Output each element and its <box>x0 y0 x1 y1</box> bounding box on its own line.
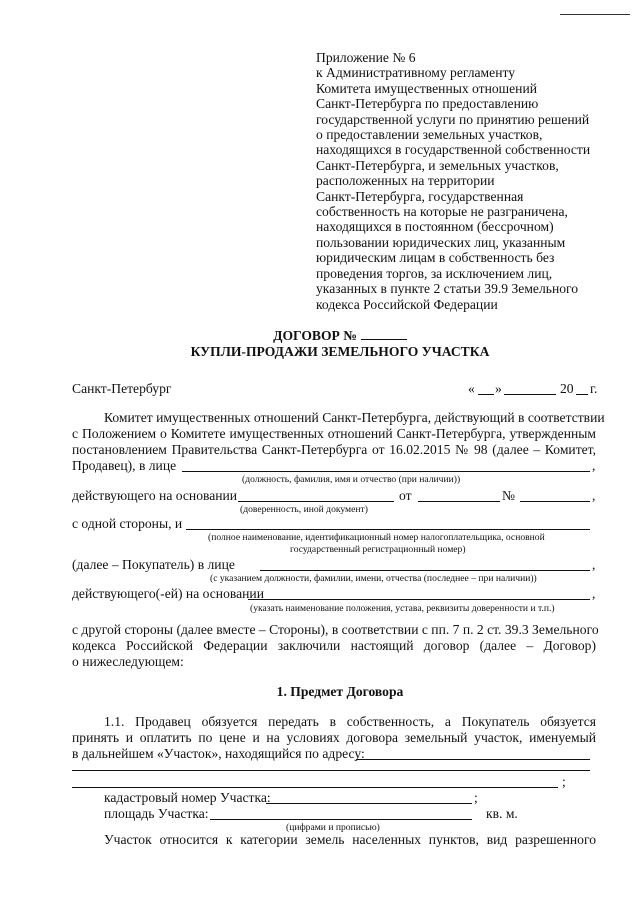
preamble-line: Продавец), в лице <box>72 458 177 473</box>
preamble-line: Комитет имущественных отношений Санкт-Петербурга, действующий в соответствии <box>104 410 605 425</box>
document-subtitle: КУПЛИ-ПРОДАЖИ ЗЕМЕЛЬНОГО УЧАСТКА <box>190 344 490 359</box>
appendix-line: Санкт-Петербурга по предоставлению <box>316 96 539 112</box>
year-prefix: 20 <box>560 381 574 396</box>
from-label: от <box>399 488 412 503</box>
comma: , <box>592 557 596 572</box>
basis-label: действующего на основании <box>72 488 238 503</box>
appendix-line: Санкт-Петербурга, и земельных участков, <box>316 157 559 173</box>
preamble-line: с Положением о Комитете имущественных отношений Санкт-Петербурга, утвержденным <box>72 426 596 441</box>
appendix-line: о предоставлении земельных участков, <box>316 127 543 143</box>
preamble-line: постановлением Правительства Санкт-Петербурга от 16.02.2015 № 98 (далее – Комитет, <box>72 442 596 457</box>
appendix-line: расположенных на территории <box>316 173 495 189</box>
buyer-person-field[interactable] <box>260 570 590 571</box>
appendix-line: Комитета имущественных отношений <box>316 80 538 96</box>
year-blank <box>576 394 588 395</box>
month-blank <box>504 394 556 395</box>
appendix-line: собственность на которые не разграничена, <box>316 204 568 220</box>
area-label: площадь Участка: <box>104 806 209 821</box>
section1-line: 1.1. Продавец обязуется передать в собственность, а Покупатель обязуется <box>104 714 596 729</box>
caption-buyer-person: (с указанием должности, фамилии, имени, отчества (последнее – при наличии)) <box>210 573 537 584</box>
caption-person: (должность, фамилия, имя и отчество (при наличии)) <box>242 474 461 485</box>
semicolon: ; <box>562 774 566 789</box>
appendix-line: кодекса Российской Федерации <box>316 296 498 312</box>
semicolon: ; <box>474 790 478 805</box>
quote-close: » <box>495 381 502 396</box>
appendix-line: государственной услуги по принятию решений <box>316 111 590 127</box>
corner-line <box>560 14 630 15</box>
day-blank <box>478 394 494 395</box>
comma: , <box>592 586 596 601</box>
appendix-line: указанных в пункте 2 статьи 39.9 Земельного <box>316 281 579 297</box>
contract-number-blank <box>361 329 407 340</box>
title-line-1: ДОГОВОР № <box>273 328 357 343</box>
appendix-line: Приложение № 6 <box>316 50 416 65</box>
city: Санкт-Петербург <box>72 381 172 396</box>
number-label: № <box>502 488 515 503</box>
area-unit: кв. м. <box>486 806 518 821</box>
appendix-line: пользовании юридических лиц, указанным <box>316 234 566 250</box>
quote-open: « <box>468 381 475 396</box>
appendix-line: юридическим лицам в собственность без <box>316 250 555 266</box>
appendix-line: находящихся в государственной собственности <box>316 142 591 158</box>
section1-line: принять и оплатить по цене и на условиях договора земельный участок, именуемый <box>72 730 596 745</box>
buyer-basis-label: действующего(-ей) на основании <box>72 586 264 601</box>
caption-buyer: государственный регистрационный номер) <box>290 544 466 555</box>
buyer-name-field[interactable] <box>186 529 590 530</box>
appendix-block <box>316 50 606 312</box>
seller-person-field[interactable] <box>182 471 590 472</box>
basis-field[interactable] <box>238 501 394 502</box>
basis-date-field[interactable] <box>418 501 500 502</box>
document-title <box>0 328 640 344</box>
one-side-label: с одной стороны, и <box>72 516 183 531</box>
preamble-line: с другой стороны (далее вместе – Стороны), в соответствии с пп. 7 п. 2 ст. 39.3 Земельного <box>72 622 599 637</box>
caption-area: (цифрами и прописью) <box>286 822 380 833</box>
section-heading: 1. Предмет Договора <box>276 684 404 699</box>
basis-number-field[interactable] <box>520 501 590 502</box>
caption-buyer-basis: (указать наименование положения, устава, реквизиты доверенности и т.п.) <box>250 603 555 614</box>
year-suffix: г. <box>590 381 598 396</box>
buyer-label: (далее – Покупатель) в лице <box>72 557 235 572</box>
caption-buyer: (полное наименование, идентификационный номер налогоплательщика, основной <box>208 532 545 543</box>
section1-line: Участок относится к категории земель населенных пунктов, вид разрешенного <box>104 832 596 847</box>
preamble-line: кодекса Российской Федерации заключили настоящий договор (далее – Договор) <box>72 638 596 653</box>
appendix-line: находящихся в постоянном (бессрочном) <box>316 219 554 235</box>
appendix-line: к Административному регламенту <box>316 65 516 81</box>
address-field-2[interactable] <box>72 770 590 771</box>
address-field[interactable] <box>356 759 590 760</box>
appendix-line: проведения торгов, за исключением лиц, <box>316 265 553 281</box>
address-field-3[interactable] <box>72 787 558 788</box>
cadastral-label: кадастровый номер Участка: <box>104 790 271 805</box>
preamble-line: о нижеследующем: <box>72 654 184 669</box>
cadastral-field[interactable] <box>266 803 472 804</box>
comma: , <box>592 488 596 503</box>
buyer-basis-field[interactable] <box>248 599 590 600</box>
caption-basis: (доверенность, иной документ) <box>240 504 368 515</box>
section1-line: в дальнейшем «Участок», находящийся по адресу: <box>72 746 365 761</box>
area-field[interactable] <box>210 819 472 820</box>
appendix-line: Санкт-Петербурга, государственная <box>316 188 524 204</box>
comma: , <box>592 458 596 473</box>
